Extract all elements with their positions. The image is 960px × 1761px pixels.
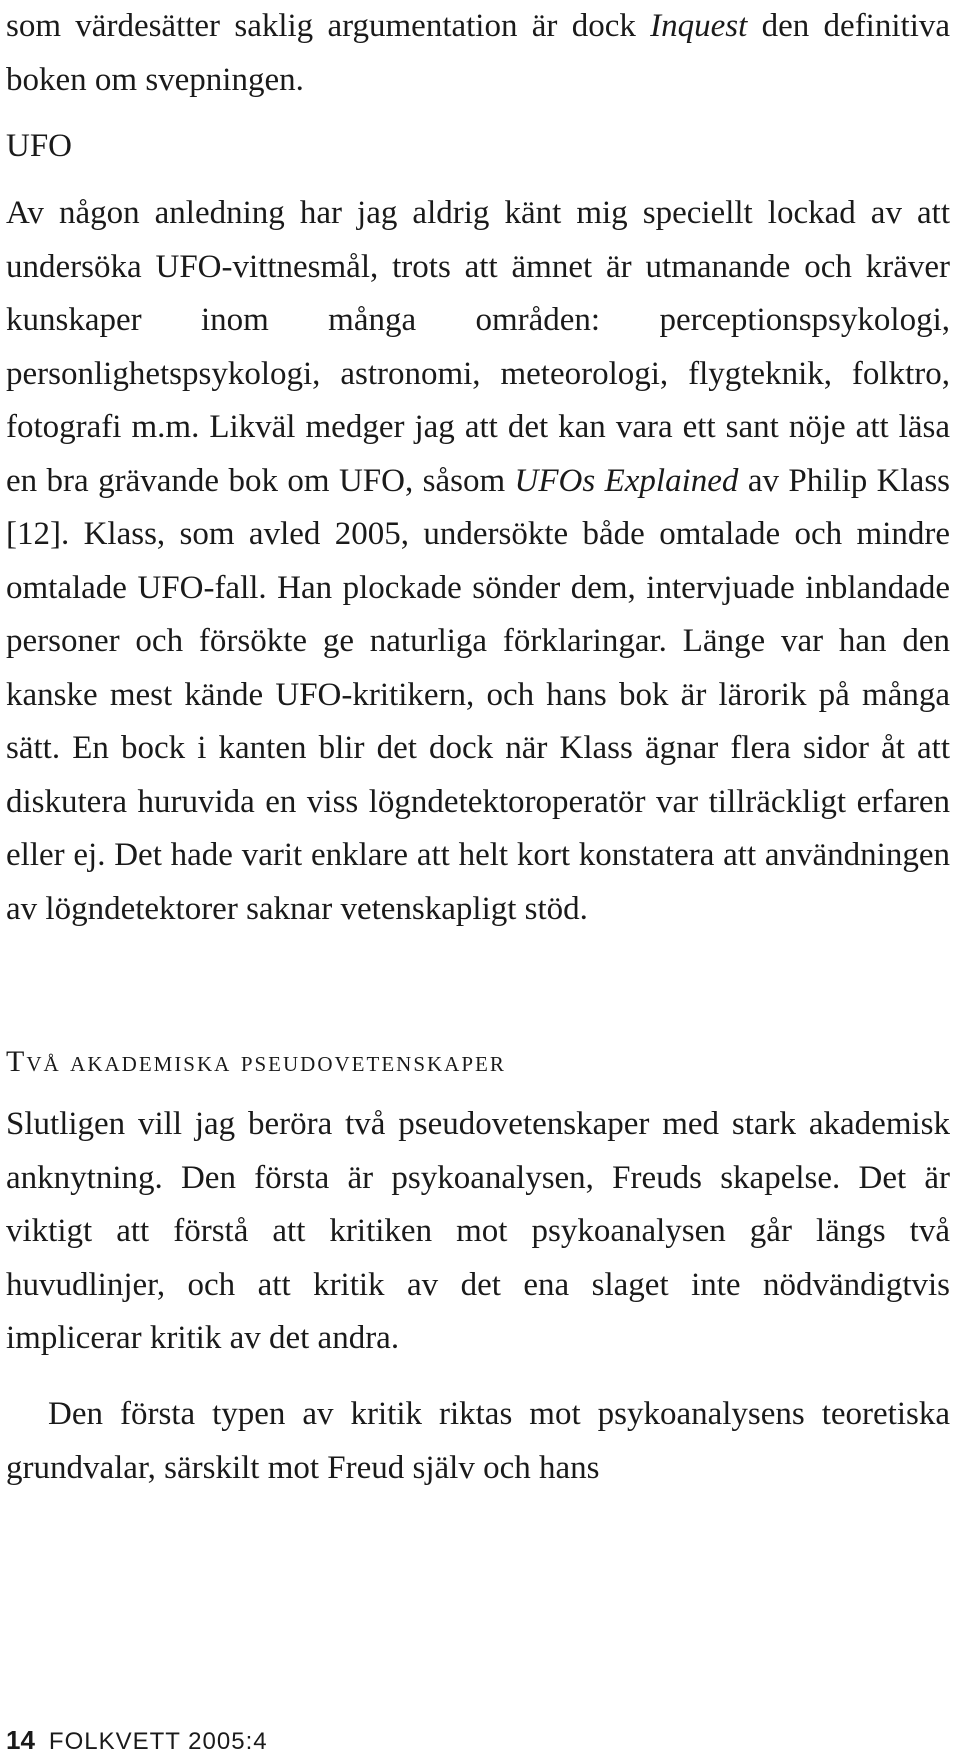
ufo-text-part-2: av Philip Klass [12]. Klass, som avled 2005, undersökte både omtalade och mindre omtalade UFO-fall. Han plockade sönder dem, intervjuade inblandade personer och försökte ge naturliga förklaringar. Länge var han den kanske mest kände UFO-kritikern, och hans bok är lärorik på många sätt. En bock i kanten blir det dock när Klass ägnar flera sidor åt att diskutera huruvida en viss lögndetektoroperatör var tillräckligt erfaren eller ej. Det hade varit enklare att helt kort konstatera att användningen av lögndetektorer saknar vetenskapligt stöd. [6,462,950,927]
intro-text-after: den definitiva boken om svepningen. [6,8,951,98]
page-footer [6,1725,268,1757]
ufo-text-part-1: Av någon anledning har jag aldrig känt mig speciellt lockad av att undersöka UFO-vittnesmål, trots att ämnet är utmanande och kräver kunskaper inom många områden: perceptionspsykologi, personlighetspsykologi, astronomi, meteorologi, flygteknik, folktro, fotografi m.m. Likväl medger jag att det kan vara ett sant nöje att läsa en bra grävande bok om UFO, såsom [6,195,950,499]
book-title-ufos-explained: UFOs Explained [514,462,739,499]
ufo-paragraph [6,187,950,936]
magazine-issue: FOLKVETT 2005:4 [48,1728,268,1755]
pseudo-paragraph-2: Den första typen av kritik riktas mot psykoanalysens teoretiska grundvalar, särskilt mot Freud själv och hans [6,1396,950,1486]
section-heading-ufo: UFO [6,128,73,164]
page-number: 14 [6,1725,35,1755]
section-heading-pseudo: Två akademiska pseudovetenskaper [6,1045,506,1078]
book-title-inquest: Inquest [650,8,748,44]
intro-paragraph [6,0,950,107]
pseudo-paragraph-1: Slutligen vill jag beröra två pseudovetenskaper med stark akademisk anknytning. Den första är psykoanalysen, Freuds skapelse. Det är viktigt att förstå att kritiken mot psykoanalysen går längs två huvudlinjer, och att kritik av det ena slaget inte nödvändigtvis implicerar kritik av det andra. [6,1106,950,1356]
intro-text-before: som värdesätter saklig argumentation är dock [6,8,651,44]
